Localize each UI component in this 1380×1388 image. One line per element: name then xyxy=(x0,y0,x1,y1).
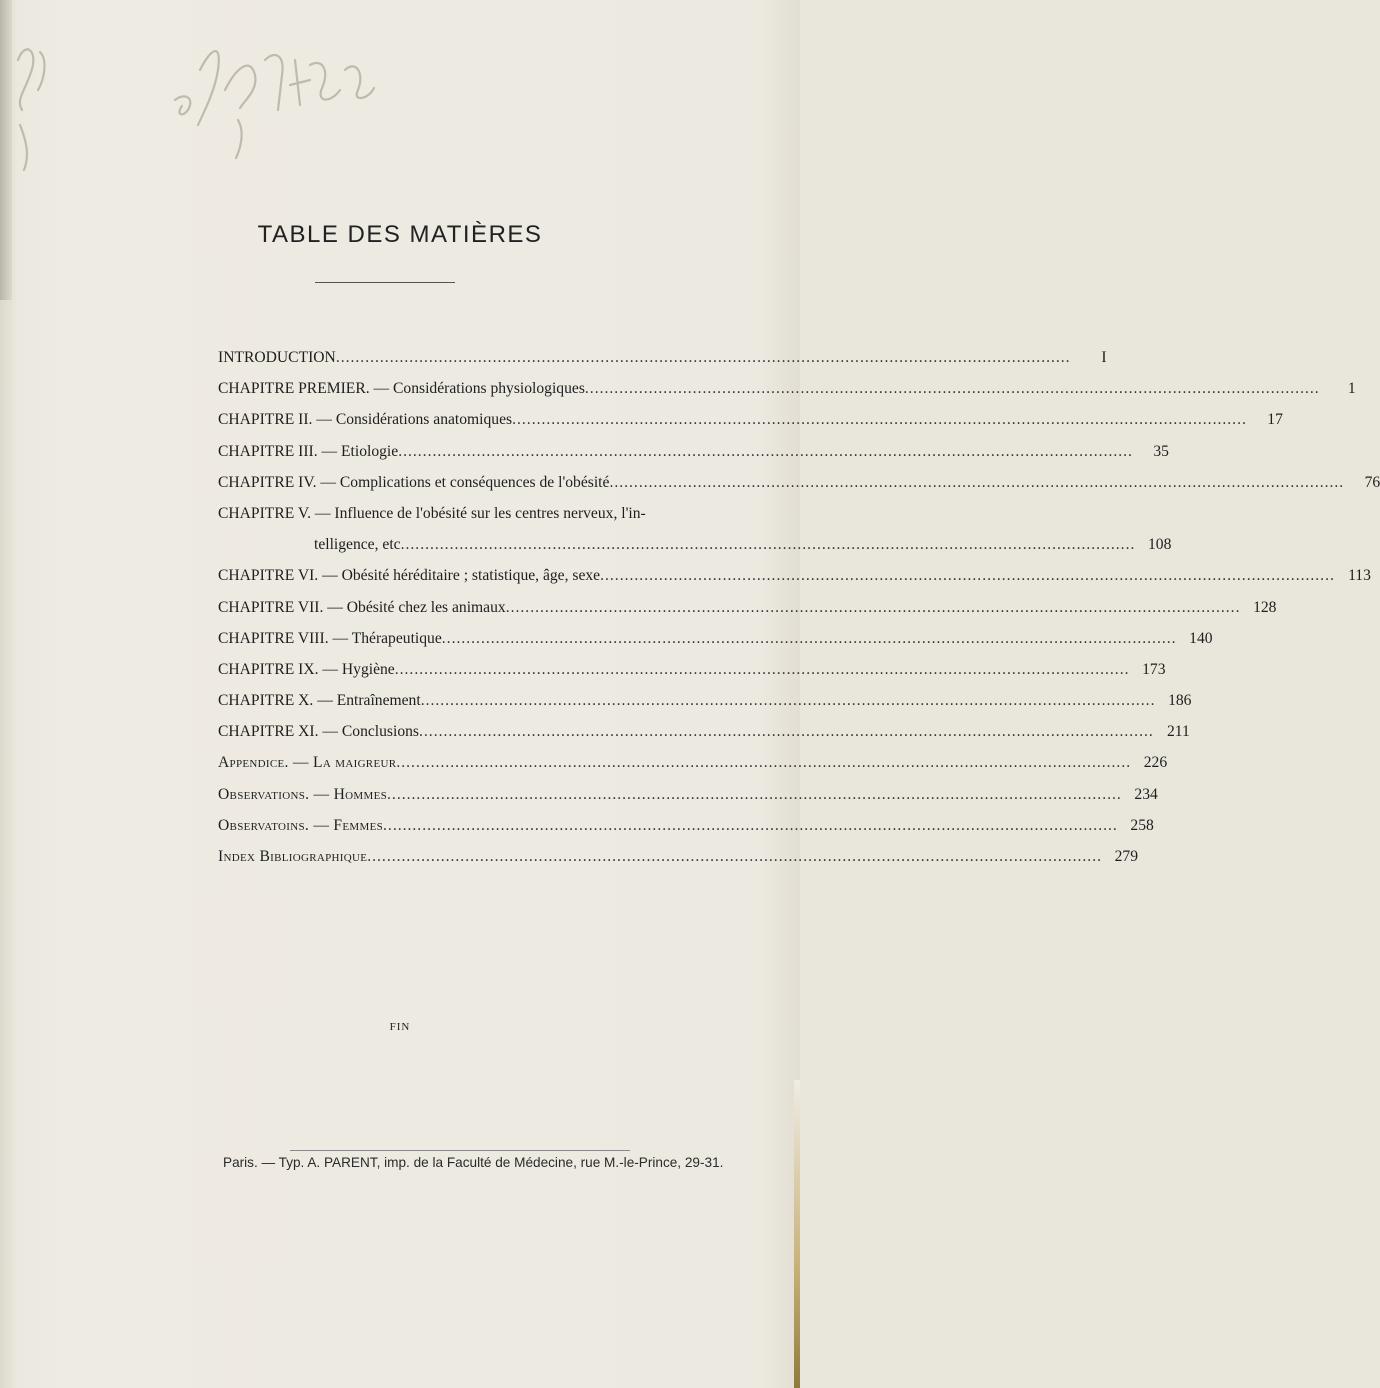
toc-page-number: 128 xyxy=(1253,598,1277,616)
toc-leader-dots xyxy=(336,342,1071,373)
toc-row xyxy=(218,841,1138,872)
toc-row xyxy=(218,747,1168,778)
toc-entry-label: Observations. — Hommes xyxy=(218,785,388,803)
toc-entry-label: CHAPITRE III. — Etiologie xyxy=(218,442,399,460)
toc-page-number: 108 xyxy=(1147,536,1172,554)
toc-leader-dots xyxy=(395,654,1130,685)
toc-entry-label: CHAPITRE V. — Influence de l'obésité sur les centres nerveux, l'in- xyxy=(218,504,646,522)
toc-entry-label: Index Bibliographique xyxy=(218,848,368,866)
toc-page-number: 35 xyxy=(1153,442,1169,460)
toc-entry-label: CHAPITRE VII. — Obésité chez les animaux xyxy=(218,598,506,616)
toc-page-number: 258 xyxy=(1130,816,1154,834)
toc-entry-label: CHAPITRE IV. — Complications et conséquences de l'obésité xyxy=(218,473,610,491)
toc-leader-dots xyxy=(387,779,1122,810)
toc-leader-dots xyxy=(421,685,1156,716)
toc-entry-label: INTRODUCTION xyxy=(218,349,336,366)
page-title: TABLE DES MATIÈRES xyxy=(257,221,543,248)
toc-entry-label: CHAPITRE XI. — Conclusions xyxy=(218,723,419,741)
toc-page-number: 279 xyxy=(1114,848,1138,866)
title-divider xyxy=(315,282,455,283)
toc-leader-dots xyxy=(585,373,1320,404)
toc-page-number: 211 xyxy=(1166,723,1190,741)
toc-row xyxy=(218,498,1172,560)
toc-page-number: 173 xyxy=(1142,660,1166,678)
toc-row xyxy=(218,560,1371,591)
toc-leader-dots xyxy=(609,467,1344,498)
toc-row xyxy=(218,779,1158,810)
toc-page-number: 226 xyxy=(1143,754,1168,772)
handwritten-annotation xyxy=(0,30,400,180)
toc-row xyxy=(218,592,1277,623)
toc-entry-label: CHAPITRE X. — Entraînement xyxy=(218,692,421,710)
toc-page-number: I xyxy=(1101,349,1107,366)
toc-row xyxy=(218,436,1169,467)
toc-page-number: 234 xyxy=(1134,785,1158,803)
toc-entry-label: Appendice. — La maigreur xyxy=(218,754,397,772)
toc-page-number: 113 xyxy=(1348,567,1371,585)
toc-leader-dots xyxy=(367,841,1102,872)
toc-leader-dots xyxy=(396,747,1131,778)
toc-entry-label: CHAPITRE IX. — Hygiène xyxy=(218,660,395,678)
toc-entry-label: CHAPITRE II. — Considérations anatomiques xyxy=(218,411,513,429)
toc-entry-label: CHAPITRE PREMIER. — Considérations physiologiques xyxy=(218,380,585,398)
toc-leader-dots xyxy=(442,623,1177,654)
toc-page-number: 76 xyxy=(1364,473,1380,491)
toc-entry-label: CHAPITRE VI. — Obésité héréditaire ; statistique, âge, sexe xyxy=(218,567,601,585)
page-edge-stain xyxy=(794,1080,800,1388)
toc-leader-dots xyxy=(419,716,1154,747)
table-of-contents xyxy=(218,342,1380,872)
toc-row xyxy=(218,685,1192,716)
toc-leader-dots xyxy=(512,404,1247,435)
printer-imprint: Paris. — Typ. A. PARENT, imp. de la Faculté de Médecine, rue M.-le-Prince, 29-31. xyxy=(223,1155,724,1170)
toc-entry-label: CHAPITRE VIII. — Thérapeutique xyxy=(218,629,442,647)
toc-leader-dots xyxy=(398,436,1133,467)
toc-page-number: 17 xyxy=(1267,411,1283,429)
toc-leader-dots xyxy=(401,529,1136,560)
toc-row xyxy=(218,716,1190,747)
toc-row xyxy=(218,467,1380,498)
toc-page-number: 186 xyxy=(1168,692,1192,710)
toc-row xyxy=(218,373,1356,404)
toc-leader-dots xyxy=(600,560,1335,591)
toc-row xyxy=(218,810,1154,841)
toc-entry-continuation: telligence, etc xyxy=(314,536,401,554)
toc-row xyxy=(218,404,1283,435)
toc-row xyxy=(218,623,1213,654)
toc-leader-dots xyxy=(383,810,1118,841)
imprint-divider xyxy=(290,1150,630,1151)
toc-entry-label: Observatoins. — Femmes xyxy=(218,816,384,834)
toc-page-number: 140 xyxy=(1189,629,1213,647)
toc-row xyxy=(218,654,1166,685)
toc-page-number: 1 xyxy=(1347,380,1356,398)
toc-row xyxy=(218,342,1107,373)
fin-mark: FIN xyxy=(389,1021,411,1033)
toc-leader-dots xyxy=(506,592,1241,623)
